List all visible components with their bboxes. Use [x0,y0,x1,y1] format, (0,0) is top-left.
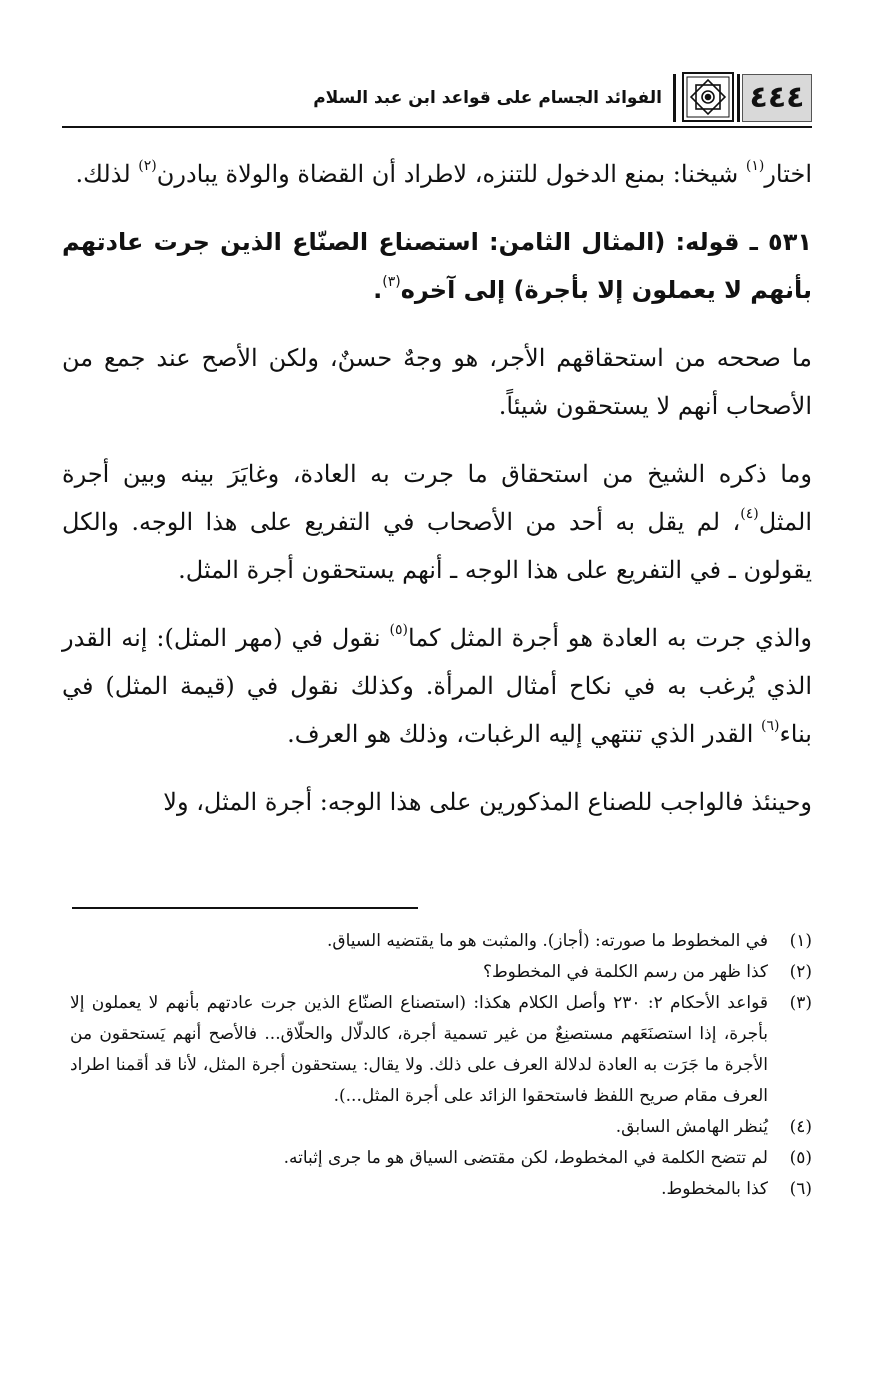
running-title: الفوائد الجسام على قواعد ابن عبد السلام [313,88,662,108]
text-segment: . [373,276,383,304]
footnote-marker: (٥) [389,622,408,638]
footnote-marker: (٢) [138,158,157,174]
paragraph [62,450,812,594]
paragraph [62,778,812,826]
paragraph [62,334,812,430]
footnote [70,1112,812,1143]
paragraph [62,614,812,758]
text-segment: وما ذكره الشيخ من استحقاق ما جرت به العادة، وغايَرَ بينه وبين أجرة المثل [62,460,812,536]
text-segment: وحينئذ فالواجب للصناع المذكورين على هذا الوجه: أجرة المثل، ولا [163,788,812,816]
footnote-number: (٤) [789,1117,812,1137]
footnote-marker: (٣) [382,274,401,290]
footnotes [70,926,812,1205]
text-segment: ما صححه من استحقاقهم الأجر، هو وجهٌ حسنٌ، ولكن الأصح عند جمع من الأصحاب أنهم لا يستحقون شيئاً. [62,344,812,420]
paragraph [62,218,812,314]
footnote-text: يُنظر الهامش السابق. [615,1117,768,1137]
main-text [62,150,812,846]
footnote-marker: (٤) [740,506,759,522]
ornament-icon [682,72,734,122]
footnote [70,957,812,988]
footnote [70,926,812,957]
footnote-number: (٦) [789,1179,812,1199]
footnote-text: كذا ظهر من رسم الكلمة في المخطوط؟ [482,962,768,982]
footnote-marker: (١) [745,158,765,174]
page-header [62,70,812,128]
footnote [70,1143,812,1174]
text-segment: ، لم يقل به أحد من الأصحاب في التفريع على هذا الوجه. والكل يقولون ـ في التفريع على هذا الوجه ـ أنهم يستحقون أجرة المثل. [62,508,812,584]
footnote-marker: (٦) [761,718,780,734]
paragraph [62,150,812,198]
text-segment: نقول في (مهر المثل): إنه القدر الذي يُرغب به في نكاح أمثال المرأة. وكذلك نقول في (قيمة المثل) في بناء [62,624,812,748]
text-segment: اختار [764,160,812,188]
footnote-number: (٥) [789,1148,812,1168]
text-segment: والذي جرت به العادة هو أجرة المثل كما [407,624,812,652]
footnote-number: (٣) [789,993,812,1013]
footnote-text: في المخطوط ما صورته: (أجاز). والمثبت هو ما يقتضيه السياق. [326,931,768,951]
header-divider [737,74,740,122]
footnote-number: (٢) [789,962,812,982]
footnote-number: (١) [789,931,812,951]
footnote [70,988,812,1112]
text-segment: لذلك. [75,160,139,188]
footnote [70,1174,812,1205]
text-segment: ٥٣١ ـ قوله: (المثال الثامن: استصناع الصنّاع الذين جرت عادتهم بأنهم لا يعملون إلا بأجرة) إلى آخره [62,228,812,304]
footnote-text: كذا بالمخطوط. [661,1179,768,1199]
footnote-text: قواعد الأحكام ٢: ٢٣٠ وأصل الكلام هكذا: (استصناع الصنّاع الذين جرت عادتهم بأنهم لا يعملون إلا بأجرة، إذا استصنَعَهم مستصنِعٌ من غير تسمية أجرة، كالدلّال والحلّاق... فالأصح أنهم يَستحقون من الأجرة ما جَرَت به العادة لدلالة العرف على ذلك. ولا يقال: يستحقون أجرة المثل، لأنا قد أقمنا اطراد العرف مقام صريح اللفظ فاستحقوا الزائد على أجرة المثل...). [70,993,769,1106]
text-segment: شيخنا: بمنع الدخول للتنزه، لاطراد أن القضاة والولاة يبادرن [156,160,746,188]
footnote-separator [72,907,418,909]
header-divider [673,74,676,122]
header-rule [62,126,812,128]
page-number: ٤٤٤ [742,74,812,122]
footnote-text: لم تتضح الكلمة في المخطوط، لكن مقتضى السياق هو ما جرى إثباته. [283,1148,768,1168]
text-segment: القدر الذي تنتهي إليه الرغبات، وذلك هو العرف. [287,720,761,748]
